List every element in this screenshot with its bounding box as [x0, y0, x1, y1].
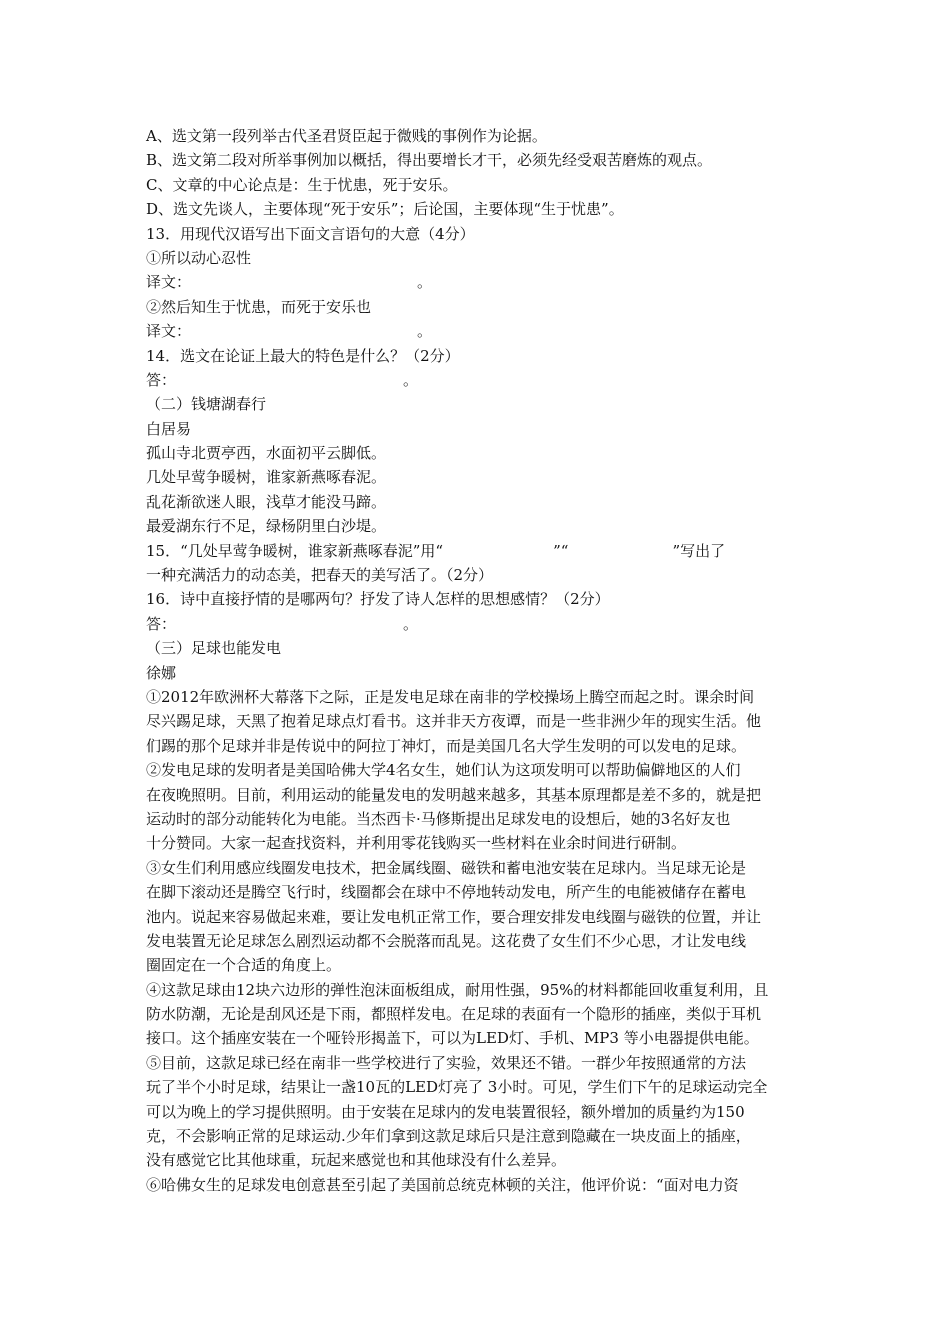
- paragraph-line: 们踢的那个足球并非是传说中的阿拉丁神灯，而是美国几名大学生发明的可以发电的足球。: [146, 736, 747, 755]
- article-paragraph-4: [146, 978, 814, 1051]
- article-section: [146, 636, 814, 1197]
- answer-label: 答：: [146, 614, 177, 633]
- section-title: （二）钱塘湖春行: [146, 395, 267, 414]
- end-mark: 。: [403, 614, 419, 633]
- question-12-options: [146, 124, 814, 222]
- question-15-text: 15．“几处早莺争暖树，谁家新燕啄春泥”用“: [146, 541, 444, 560]
- article-paragraph-2: [146, 758, 814, 856]
- question-14-stem: 14．选文在论证上最大的特色是什么？（2分）: [146, 346, 460, 365]
- paragraph-line: ⑤目前，这款足球已经在南非一些学校进行了实验，效果还不错。一群少年按照通常的方法: [146, 1053, 747, 1072]
- paragraph-line: 克，不会影响正常的足球运动.少年们拿到这款足球后只是注意到隐藏在一块皮面上的插座，: [146, 1127, 751, 1146]
- section-title: （三）足球也能发电: [146, 639, 282, 658]
- question-15-text: ”写出了: [672, 541, 726, 560]
- end-mark: 。: [417, 273, 433, 292]
- paragraph-line: ③女生们利用感应线圈发电技术，把金属线圈、磁铁和蓄电池安装在足球内。当足球无论是: [146, 858, 747, 877]
- paragraph-line: 接口。这个插座安装在一个哑铃形揭盖下，可以为LED灯、手机、MP3 等小电器提供电能。: [146, 1029, 759, 1048]
- option-d: D、选文先谈人，主要体现“死于安乐”；后论国，主要体现“生于忧患”。: [146, 200, 624, 219]
- answer-label: 答：: [146, 370, 177, 389]
- paragraph-line: 运动时的部分动能转化为电能。当杰西卡·马修斯提出足球发电的设想后，她的3名好友也: [146, 809, 731, 828]
- answer-line: [146, 319, 814, 343]
- paragraph-line: ①2012年欧洲杯大幕落下之际，正是发电足球在南非的学校操场上腾空而起之时。课余时间: [146, 687, 755, 706]
- article-author: 徐娜: [146, 663, 177, 682]
- answer-line: [146, 612, 814, 636]
- document-page: [146, 124, 814, 1197]
- paragraph-line: ⑥哈佛女生的足球发电创意甚至引起了美国前总统克林顿的关注，他评价说：“面对电力资: [146, 1175, 739, 1194]
- answer-line: [146, 368, 814, 392]
- paragraph-line: 没有感觉它比其他球重，玩起来感觉也和其他球没有什么差异。: [146, 1151, 567, 1170]
- question-15-line-1: [146, 539, 814, 563]
- paragraph-line: 防水防潮，无论是刮风还是下雨，都照样发电。在足球的表面有一个隐形的插座，类似于耳机: [146, 1005, 762, 1024]
- answer-label: 译文：: [146, 273, 192, 292]
- poem-author: 白居易: [146, 419, 192, 438]
- question-15: [146, 539, 814, 588]
- poem-line: 乱花渐欲迷人眼，浅草才能没马蹄。: [146, 492, 387, 511]
- article-paragraph-3: [146, 856, 814, 978]
- paragraph-line: ②发电足球的发明者是美国哈佛大学4名女生，她们认为这项发明可以帮助偏僻地区的人们: [146, 761, 741, 780]
- answer-label: 译文：: [146, 322, 192, 341]
- question-13-item-2: ②然后知生于忧患，而死于安乐也: [146, 297, 372, 316]
- paragraph-line: 可以为晚上的学习提供照明。由于安装在足球内的发电装置很轻，额外增加的质量约为150: [146, 1102, 745, 1121]
- paragraph-line: 在脚下滚动还是腾空飞行时，线圈都会在球中不停地转动发电，所产生的电能被储存在蓄电: [146, 883, 747, 902]
- paragraph-line: 尽兴踢足球，天黑了抱着足球点灯看书。这并非天方夜谭，而是一些非洲少年的现实生活。他: [146, 712, 762, 731]
- question-16-stem: 16．诗中直接抒情的是哪两句？抒发了诗人怎样的思想感情？（2分）: [146, 590, 610, 609]
- paragraph-line: 十分赞同。大家一起查找资料，并利用零花钱购买一些材料在业余时间进行研制。: [146, 834, 687, 853]
- option-c: C、文章的中心论点是：生于忧患，死于安乐。: [146, 175, 458, 194]
- poem-line: 孤山寺北贾亭西，水面初平云脚低。: [146, 444, 387, 463]
- question-15-text: ”“: [553, 541, 569, 560]
- answer-line: [146, 270, 814, 294]
- paragraph-line: 圈固定在一个合适的角度上。: [146, 956, 342, 975]
- paragraph-line: 在夜晚照明。目前，利用运动的能量发电的发明越来越多，其基本原理都是差不多的，就是把: [146, 785, 762, 804]
- question-16: [146, 587, 814, 636]
- article-paragraph-6: [146, 1173, 814, 1197]
- poem-line: 几处早莺争暖树，谁家新燕啄春泥。: [146, 468, 387, 487]
- paragraph-line: 池内。说起来容易做起来难，要让发电机正常工作，要合理安排发电线圈与磁铁的位置，并让: [146, 907, 762, 926]
- paragraph-line: 玩了半个小时足球，结果让一盏10瓦的LED灯亮了 3小时。可见，学生们下午的足球运动完全: [146, 1078, 768, 1097]
- option-a: A、选文第一段列举古代圣君贤臣起于微贱的事例作为论据。: [146, 127, 547, 145]
- paragraph-line: 发电装置无论足球怎么剧烈运动都不会脱落而乱晃。这花费了女生们不少心思，才让发电线: [146, 931, 747, 950]
- end-mark: 。: [417, 322, 433, 341]
- poem-line: 最爱湖东行不足，绿杨阴里白沙堤。: [146, 517, 387, 536]
- question-13-item-1: ①所以动心忍性: [146, 248, 252, 267]
- question-15-line-2: 一种充满活力的动态美，把春天的美写活了。（2分）: [146, 566, 494, 585]
- article-paragraph-1: [146, 685, 814, 758]
- poem-section: [146, 392, 814, 538]
- question-13-stem: 13．用现代汉语写出下面文言语句的大意（4分）: [146, 224, 475, 243]
- article-paragraph-5: [146, 1051, 814, 1173]
- end-mark: 。: [403, 370, 419, 389]
- option-b: B、选文第二段对所举事例加以概括，得出要增长才干，必须先经受艰苦磨炼的观点。: [146, 151, 713, 170]
- question-13: [146, 222, 814, 344]
- paragraph-line: ④这款足球由12块六边形的弹性泡沫面板组成，耐用性强，95%的材料都能回收重复利用，且: [146, 980, 769, 999]
- question-14: [146, 344, 814, 393]
